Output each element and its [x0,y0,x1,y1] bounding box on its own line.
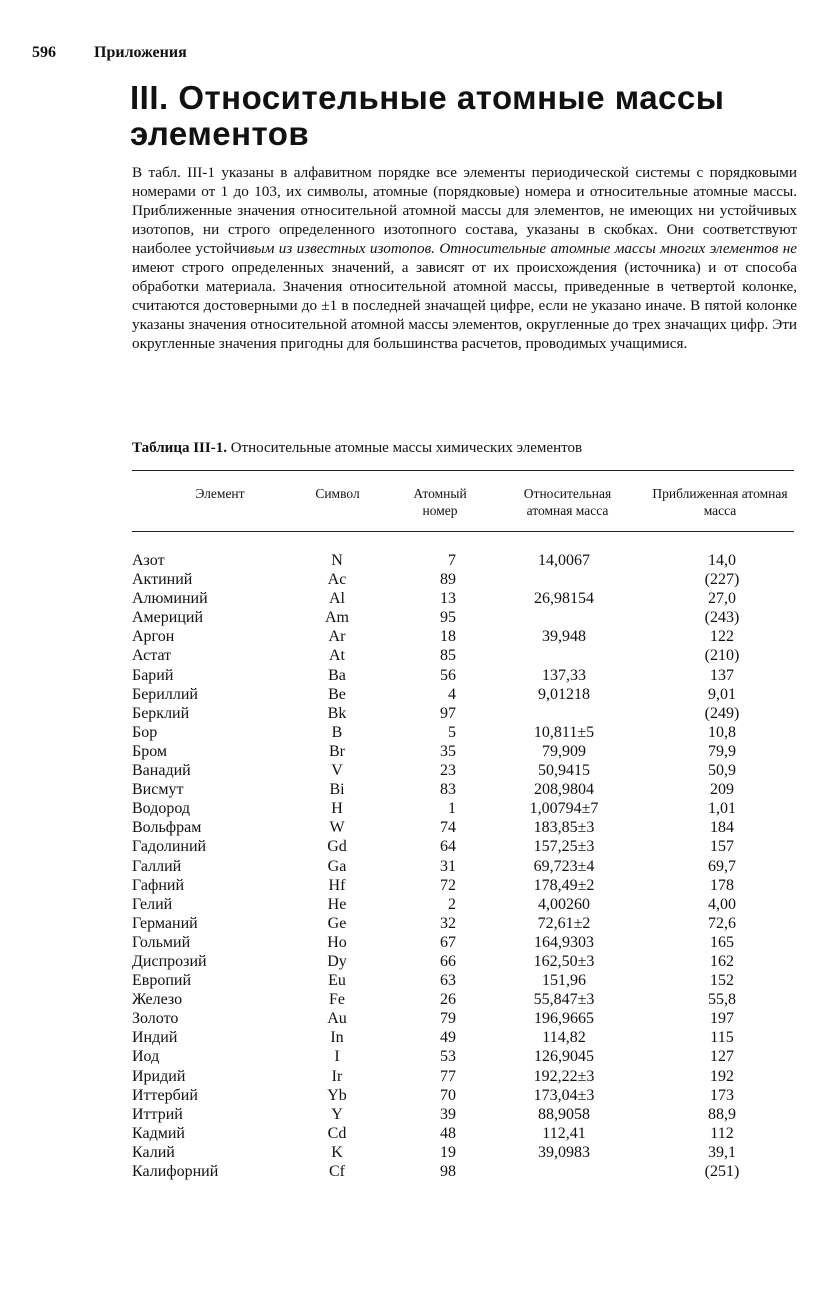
element-symbol: Ga [327,857,347,875]
element-name: Золото [132,1010,179,1028]
relative-atomic-mass: 164,9303 [534,933,594,951]
approximate-atomic-mass: 4,00 [708,895,736,913]
relative-atomic-mass [456,1162,672,1181]
element-name: Индий [132,1029,178,1047]
relative-atomic-mass: 126,9045 [534,1048,594,1066]
table-row [132,933,772,952]
column-header-approx-mass: Приближенная атомная масса [652,486,788,518]
paragraph-italic-text: вым из известных изотопов. Относительные атомные массы многих элементов не [247,240,798,257]
table-row [132,704,772,723]
element-name: Германий [132,914,198,932]
atomic-number: 79 [440,1010,456,1028]
approximate-atomic-mass: 69,7 [708,857,736,875]
relative-atomic-mass: 1,00794±7 [529,800,599,818]
relative-atomic-mass: 72,61±2 [537,914,591,932]
element-name: Бериллий [132,685,198,703]
approximate-atomic-mass: 14,0 [708,552,736,569]
atomic-number: 13 [440,590,456,608]
atomic-number: 70 [440,1086,456,1104]
element-symbol: Yb [327,1086,347,1104]
table-row [132,1009,772,1028]
approximate-atomic-mass: 173 [710,1086,734,1104]
element-symbol: He [327,895,347,913]
element-symbol: H [331,800,343,818]
approximate-atomic-mass: 112 [710,1124,734,1142]
approximate-atomic-mass: 72,6 [708,914,736,932]
approximate-atomic-mass: 157 [710,838,734,856]
atomic-number: 64 [440,838,456,856]
element-name: Водород [132,800,191,818]
relative-atomic-mass [456,704,672,723]
element-symbol: N [331,552,343,569]
page-number: 596 [32,44,56,61]
approximate-atomic-mass: 88,9 [708,1105,736,1123]
element-name: Гадолиний [132,838,207,856]
approximate-atomic-mass: 152 [710,972,734,990]
column-header-element: Элемент [195,486,245,501]
table-row [132,608,772,627]
paragraph-text: имеют строго определенных значений, а зависят от их происхождения (источника) и от способа обработки материала. Значения относительной атомной массы, приведенные в четвертой колонке, считаются достоверными до ±1 в последней значащей цифре, если не указано иначе. В пятой колонке указаны значения относительной атомной массы элементов, округленные до трех значащих цифр. Эти округленные значения пригодны для большинства расчетов, проводимых учащимися. [132,259,797,352]
approximate-atomic-mass: 1,01 [708,800,736,818]
element-name: Иттрий [132,1105,183,1123]
atomic-number: 67 [440,933,456,951]
relative-atomic-mass: 88,9058 [538,1105,590,1123]
element-symbol: I [334,1048,340,1066]
approximate-atomic-mass: (249) [704,704,740,722]
table-row [132,818,772,837]
atomic-number: 31 [440,857,456,875]
table-header-rule [132,531,794,532]
table-row [132,895,772,914]
table-row [132,1124,772,1143]
element-symbol: Ge [327,914,347,932]
column-header-atomic-number: Атомный номер [413,486,467,518]
element-symbol: Eu [328,972,346,990]
element-name: Берклий [132,704,190,722]
table-row [132,1143,772,1162]
table-row [132,780,772,799]
table-row [132,570,772,589]
relative-atomic-mass: 39,0983 [538,1143,590,1161]
element-symbol: V [331,762,343,780]
relative-atomic-mass [456,570,672,589]
approximate-atomic-mass: 178 [710,876,734,894]
element-symbol: Dy [327,952,347,970]
column-header-relative-mass: Относительная атомная масса [523,486,612,518]
atomic-number: 72 [440,876,456,894]
element-symbol: Am [325,609,349,627]
paragraph-text: В табл. III-1 указаны в алфавитном порядке все элементы периодической системы с порядковыми номерами от 1 до 103, их символы, атомные (порядковые) номера и относительные атомные массы. Приближенные значения относительной атомной массы для элементов, не имеющих ни устойчивых изотопов, ни строго определенного изотопного состава, указаны в скобках. Они соответствуют наиболее устойчи [132,164,797,257]
element-symbol: K [331,1143,343,1161]
atomic-number: 19 [440,1143,456,1161]
relative-atomic-mass: 114,82 [542,1029,586,1047]
relative-atomic-mass [456,608,672,627]
relative-atomic-mass: 69,723±4 [533,857,595,875]
element-name: Иод [132,1048,160,1066]
element-symbol: W [329,819,345,837]
relative-atomic-mass: 26,98154 [534,590,594,608]
relative-atomic-mass: 112,41 [542,1124,586,1142]
atomic-number: 39 [440,1105,456,1123]
approximate-atomic-mass: 50,9 [708,762,736,780]
table-row [132,971,772,990]
table-row [132,952,772,971]
element-name: Гафний [132,876,185,894]
approximate-atomic-mass: (210) [704,647,740,665]
approximate-atomic-mass: 127 [710,1048,734,1066]
relative-atomic-mass: 137,33 [542,666,586,684]
relative-atomic-mass: 157,25±3 [533,838,595,856]
element-name: Бром [132,742,168,760]
table-row [132,876,772,895]
table-row [132,914,772,933]
element-name: Иттербий [132,1086,198,1104]
table-caption-label: Таблица III-1. [132,440,227,456]
table-row [132,1047,772,1066]
atomic-number: 63 [440,972,456,990]
approximate-atomic-mass: 165 [710,933,734,951]
element-symbol: Bk [327,704,347,722]
element-symbol: Ba [328,666,346,684]
approximate-atomic-mass: 162 [710,952,734,970]
element-symbol: Br [329,742,345,760]
element-name: Ванадий [132,762,191,780]
atomic-number: 4 [448,685,456,703]
atomic-number: 74 [440,819,456,837]
approximate-atomic-mass: 137 [710,666,734,684]
approximate-atomic-mass: (227) [704,571,740,589]
relative-atomic-mass: 9,01218 [538,685,590,703]
element-name: Америций [132,609,204,627]
atomic-number: 35 [440,742,456,760]
approximate-atomic-mass: (243) [704,609,740,627]
table-row [132,990,772,1009]
relative-atomic-mass: 10,811±5 [533,723,595,741]
approximate-atomic-mass: 9,01 [708,685,736,703]
section-name: Приложения [94,44,187,61]
element-symbol: Au [327,1010,347,1028]
element-symbol: Ir [331,1067,343,1085]
table-row [132,723,772,742]
relative-atomic-mass: 173,04±3 [533,1086,595,1104]
atomic-number: 98 [440,1163,456,1180]
element-name: Актиний [132,571,193,589]
atomic-mass-table [132,551,772,1181]
element-name: Азот [132,552,165,569]
atomic-number: 97 [440,704,456,722]
atomic-number: 5 [448,723,456,741]
element-name: Гольмий [132,933,191,951]
relative-atomic-mass: 4,00260 [538,895,590,913]
element-symbol: At [329,647,345,665]
atomic-number: 49 [440,1029,456,1047]
element-symbol: Y [331,1105,343,1123]
relative-atomic-mass: 178,49±2 [533,876,595,894]
page-title: III. Относительные атомные массы элементов [130,79,725,152]
atomic-number: 95 [440,609,456,627]
table-row [132,1162,772,1181]
approximate-atomic-mass: 192 [710,1067,734,1085]
element-symbol: Be [328,685,346,703]
relative-atomic-mass: 196,9665 [534,1010,594,1028]
atomic-number: 32 [440,914,456,932]
table-row [132,627,772,646]
approximate-atomic-mass: 55,8 [708,991,736,1009]
approximate-atomic-mass: 122 [710,628,734,646]
relative-atomic-mass: 14,0067 [538,552,590,569]
atomic-number: 23 [440,762,456,780]
table-row [132,837,772,856]
relative-atomic-mass: 162,50±3 [533,952,595,970]
element-symbol: B [331,723,343,741]
element-symbol: Cf [329,1163,345,1180]
element-name: Железо [132,991,183,1009]
atomic-number: 85 [440,647,456,665]
atomic-number: 89 [440,571,456,589]
element-name: Астат [132,647,172,665]
table-row [132,685,772,704]
element-name: Бор [132,723,158,741]
table-caption-text: Относительные атомные массы химических элементов [226,440,583,456]
relative-atomic-mass: 151,96 [542,972,586,990]
relative-atomic-mass: 39,948 [542,628,586,646]
relative-atomic-mass: 208,9804 [534,781,594,799]
approximate-atomic-mass: 39,1 [708,1143,736,1161]
relative-atomic-mass [456,646,672,665]
table-row [132,589,772,608]
element-symbol: Cd [327,1124,347,1142]
atomic-number: 26 [440,991,456,1009]
table-row [132,857,772,876]
approximate-atomic-mass: 115 [710,1029,734,1047]
element-symbol: Bi [329,781,345,799]
approximate-atomic-mass: 27,0 [708,590,736,608]
atomic-number: 1 [448,800,456,818]
approximate-atomic-mass: 184 [710,819,734,837]
relative-atomic-mass: 183,85±3 [533,819,595,837]
table-row [132,1028,772,1047]
table-row [132,761,772,780]
atomic-number: 56 [440,666,456,684]
relative-atomic-mass: 192,22±3 [533,1067,595,1085]
element-symbol: In [330,1029,344,1047]
element-name: Вольфрам [132,819,202,837]
approximate-atomic-mass: (251) [704,1163,740,1180]
element-name: Кадмий [132,1124,185,1142]
element-symbol: Hf [328,876,346,894]
element-symbol: Ac [327,571,347,589]
atomic-number: 18 [440,628,456,646]
element-name: Калифорний [132,1163,219,1180]
approximate-atomic-mass: 197 [710,1010,734,1028]
relative-atomic-mass: 55,847±3 [533,991,595,1009]
column-header-symbol: Символ [315,486,360,501]
element-symbol: Al [329,590,345,608]
atomic-number: 83 [440,781,456,799]
element-symbol: Fe [329,991,345,1009]
element-name: Иридий [132,1067,186,1085]
element-name: Европий [132,972,192,990]
atomic-number: 7 [448,552,456,569]
element-name: Калий [132,1143,175,1161]
relative-atomic-mass: 79,909 [542,742,586,760]
element-name: Галлий [132,857,182,875]
element-symbol: Gd [327,838,347,856]
approximate-atomic-mass: 209 [710,781,734,799]
table-row [132,551,772,570]
element-name: Аргон [132,628,175,646]
atomic-number: 77 [440,1067,456,1085]
approximate-atomic-mass: 79,9 [708,742,736,760]
element-name: Гелий [132,895,173,913]
approximate-atomic-mass: 10,8 [708,723,736,741]
element-symbol: Ar [328,628,346,646]
element-name: Висмут [132,781,184,799]
element-symbol: Ho [327,933,347,951]
running-header [32,44,187,62]
atomic-number: 53 [440,1048,456,1066]
relative-atomic-mass: 50,9415 [538,762,590,780]
table-row [132,1067,772,1086]
table-row [132,666,772,685]
atomic-number: 48 [440,1124,456,1142]
table-caption [132,440,582,457]
element-name: Барий [132,666,174,684]
table-row [132,799,772,818]
atomic-number: 66 [440,952,456,970]
intro-paragraph [132,163,797,353]
table-row [132,1086,772,1105]
table-top-rule [132,470,794,471]
table-row [132,1105,772,1124]
atomic-number: 2 [448,895,456,913]
element-name: Алюминий [132,590,208,608]
element-name: Диспрозий [132,952,207,970]
table-row [132,646,772,665]
table-row [132,742,772,761]
